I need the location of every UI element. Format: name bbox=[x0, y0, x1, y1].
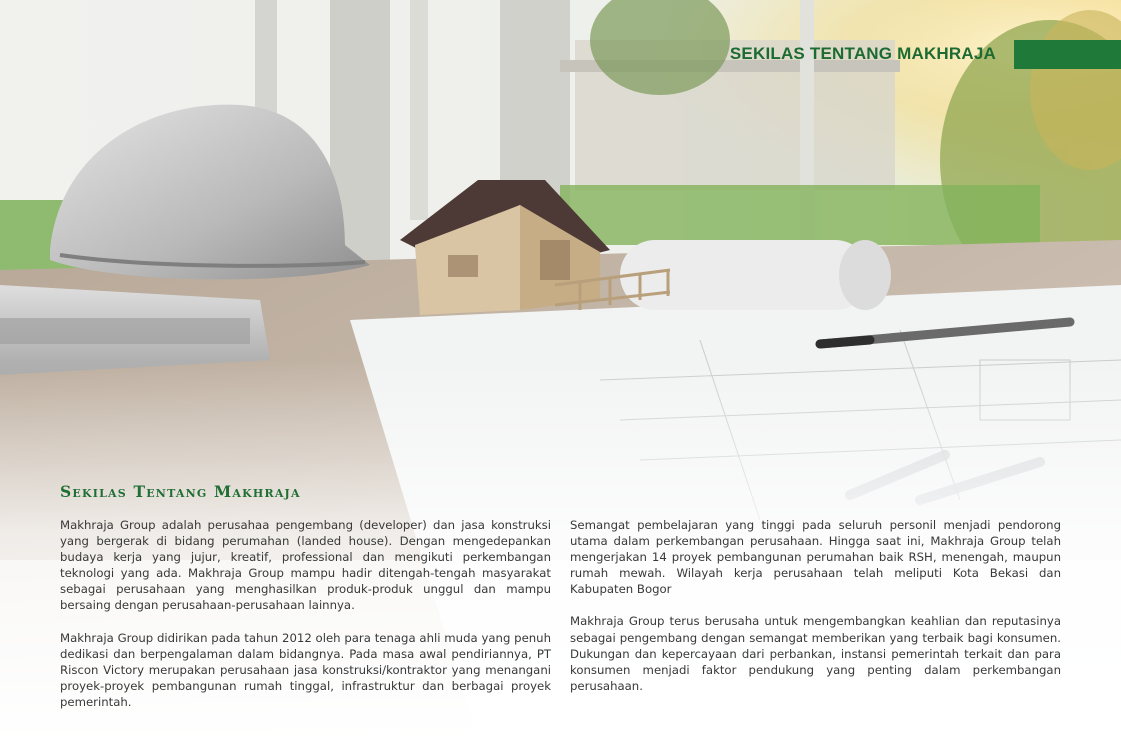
paragraph: Makhraja Group adalah perusahaa pengembang (developer) dan jasa konstruksi yang bergerak di bidang perumahan (landed house). Dengan mengedepankan budaya kerja yang jujur, kreatif, professional dan mengikuti perkembangan teknologi yang ada. Makhraja Group mampu hadir ditengah-tengah masyarakat sebagai perusahaan yang menghasilkan produk-produk unggul dan mampu bersaing dengan perusahaan-perusahaan lainnya. bbox=[60, 518, 551, 613]
header-accent-bar bbox=[1014, 40, 1121, 69]
paragraph: Makhraja Group terus berusaha untuk mengembangkan keahlian dan reputasinya sebagai pengembang dengan semangat memberikan yang terbaik bagi konsumen. Dukungan dan kepercayaan dari perbankan, instansi pemerintah terkait dan para konsumen menjadi faktor pendukung yang penting dalam perkembangan perusahaan. bbox=[570, 614, 1061, 693]
paragraph: Semangat pembelajaran yang tinggi pada seluruh personil menjadi pendorong utama dalam perkembangan perusahaan. Hingga saat ini, Makhraja Group telah mengerjakan 14 proyek pembangunan perumahan baik RSH, menengah, maupun rumah mewah. Wilayah kerja perusahaan telah meliputi Kota Bekasi dan Kabupaten Bogor bbox=[570, 518, 1061, 597]
header-label: SEKILAS TENTANG MAKHRAJA bbox=[729, 44, 996, 63]
section-title: Sekilas Tentang Makhraja bbox=[60, 482, 301, 501]
right-column bbox=[570, 517, 1061, 710]
left-column bbox=[60, 517, 551, 726]
paragraph: Makhraja Group didirikan pada tahun 2012 oleh para tenaga ahli muda yang penuh dedikasi dan berpengalaman dalam bidangnya. Pada masa awal pendiriannya, PT Riscon Victory merupakan perusahaan jasa konstruksi/kontraktor yang menangani proyek-proyek pembangunan rumah tinggal, infrastruktur dan berbagai proyek pemerintah. bbox=[60, 630, 551, 709]
